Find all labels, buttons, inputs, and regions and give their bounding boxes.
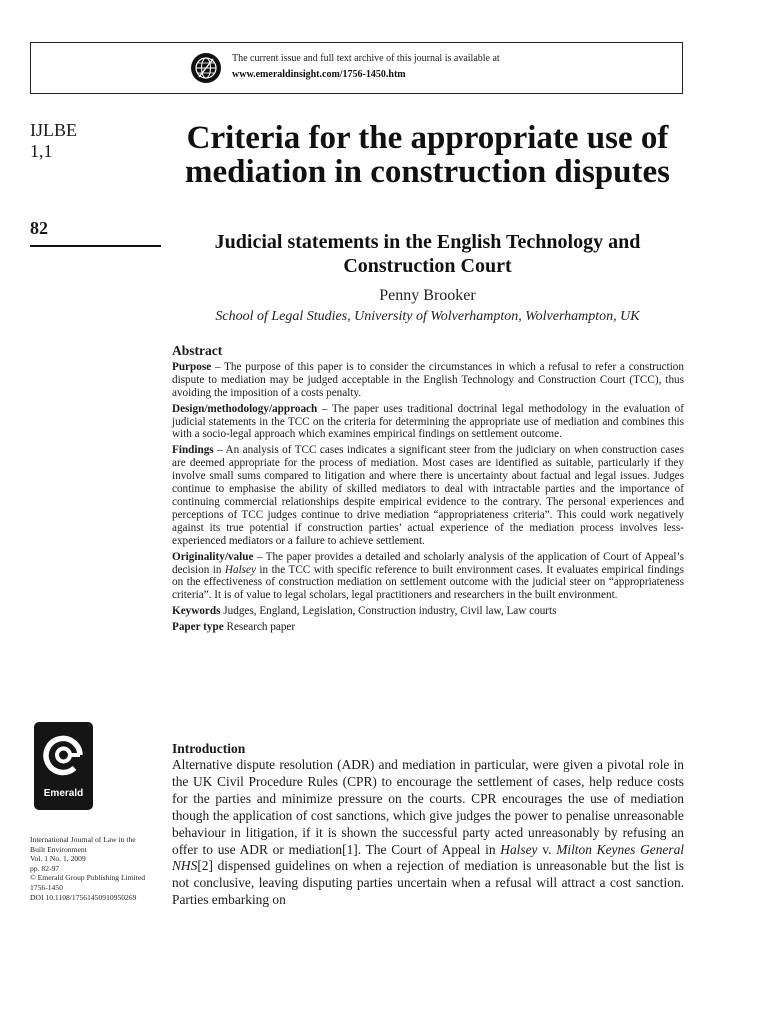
paper-type-text: Research paper: [223, 621, 296, 634]
emerald-logo: [34, 722, 93, 810]
author-affiliation: School of Legal Studies, University of Wolverhampton, Wolverhampton, UK: [215, 309, 640, 324]
imprint-line: International Journal of Law in the: [30, 835, 136, 844]
design-text: – The paper uses traditional doctrinal legal methodology in the evaluation of judicial statements in the TCC on the criteria for determining the appropriate use of mediation and combines this with a socio-legal approach which examines empirical findings on settlement outcome.: [172, 402, 684, 441]
purpose-text: – The purpose of this paper is to consider the circumstances in which a refusal to refer a construction dispute to mediation may be judged acceptable in the English Technology and Construction Court (TCC), thus avoiding the imposition of a costs penalty.: [172, 360, 684, 399]
banner-text: The current issue and full text archive of this journal is available at: [232, 53, 500, 64]
imprint-line: Vol. 1 No. 1, 2009: [30, 854, 86, 864]
journal-archive-banner: [30, 42, 683, 94]
keywords-label: Keywords: [172, 605, 221, 618]
abstract-design: [172, 403, 684, 442]
journal-abbr-text: IJLBE: [30, 120, 77, 140]
journal-url-link[interactable]: www.emeraldinsight.com/1756-1450.htm: [232, 69, 406, 80]
abstract-paper-type: [172, 621, 684, 634]
intro-text-1: Alternative dispute resolution (ADR) and mediation in particular, were given a pivotal role in the UK Civil Procedure Rules (CPR) to encourage the settlement of cases, help reduce costs for the parties and minimize pressure on the courts. CPR encourages the use of mediation though the application of cost sanctions, which give judges the power to penalise unreasonable behaviour in litigation, if it is shown the successful party acted unreasonably by refusing an offer to use ADR or mediation[1]. The Court of Appeal in: [172, 757, 684, 857]
globe-icon: [190, 52, 222, 84]
imprint-line: Built Environment: [30, 844, 87, 854]
imprint-line: pp. 82-97: [30, 863, 60, 873]
introduction-body: [172, 757, 684, 909]
journal-imprint: [30, 835, 170, 902]
emerald-logo-text: Emerald: [43, 788, 84, 799]
page-number: 82: [30, 218, 48, 238]
intro-text-2: v.: [537, 841, 557, 857]
journal-abbreviation: [30, 120, 77, 161]
intro-case-2: Milton Keynes General NHS: [172, 841, 684, 874]
intro-text-3: [2] dispensed guidelines on when a rejection of mediation is unreasonable but the list is not conclusive, leaving disputing parties uncertain when a refusal will attract a cost sanction. Parties embarking on: [172, 858, 684, 908]
originality-text-before: – The paper provides a detailed and scholarly analysis of the application of Court of Appeal’s decision in: [172, 550, 684, 576]
paper-type-label: Paper type: [172, 621, 224, 634]
abstract-section: [172, 345, 684, 637]
abstract-heading: Abstract: [172, 343, 223, 358]
originality-text-after: in the TCC with specific reference to built environment cases. It evaluates empirical findings on the effectiveness of construction mediation on settlement outcome with the judicial steer on “appropriateness criteria”. It is of value to legal scholars, legal practitioners and researchers in the built environment.: [172, 563, 684, 602]
article-subtitle: Judicial statements in the English Technology and Construction Court: [214, 231, 641, 277]
abstract-purpose: [172, 361, 684, 400]
purpose-label: Purpose: [172, 360, 212, 373]
volume-issue: 1,1: [30, 140, 53, 161]
findings-text: – An analysis of TCC cases indicates a significant steer from the judiciary on when construction cases are deemed appropriate for the process of mediation. Most cases are identified as suitable, particularly if they involve small sums compared to litigation and where there is uncertainty about factual and legal issues. Judges continue to emphasise the ability of skilled mediators to deal with intractable parties and the importance of continuing commercial relationships despite empirical evidence to the contrary. The personal experiences and perceptions of TCC judges continue to drive mediation “appropriateness criteria”. This could work negatively against its true potential if construction parties’ actual experience of the mediation process involves less-experienced mediators or a failure to achieve settlement.: [172, 444, 684, 547]
keywords-text: Judges, England, Legislation, Construction industry, Civil law, Law courts: [220, 605, 557, 618]
originality-label: Originality/value: [172, 550, 254, 563]
introduction-heading: Introduction: [172, 741, 246, 756]
abstract-keywords: [172, 605, 684, 618]
page-number-rule: [30, 245, 161, 247]
originality-case-name: Halsey: [224, 563, 256, 576]
abstract-findings: [172, 444, 684, 547]
intro-case-1: Halsey: [500, 841, 538, 857]
imprint-doi: DOI 10.1108/17561450910950269: [30, 892, 137, 902]
article-title: Criteria for the appropriate use of mediation in construction disputes: [185, 120, 670, 190]
abstract-originality: [172, 551, 684, 603]
design-label: Design/methodology/approach: [172, 402, 318, 415]
introduction-paragraph: [172, 757, 684, 909]
author-name: Penny Brooker: [379, 287, 476, 304]
imprint-line: 1756-1450: [30, 882, 63, 892]
findings-label: Findings: [172, 444, 214, 457]
emerald-swirl-icon: [34, 722, 93, 788]
imprint-line: © Emerald Group Publishing Limited: [30, 873, 146, 883]
